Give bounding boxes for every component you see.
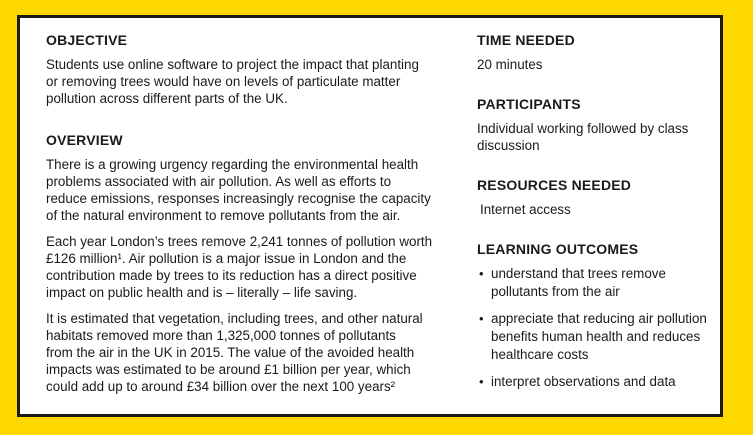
lesson-card [17,15,723,417]
learning-outcome-item: • understand that trees remove pollutants from the air [477,265,717,301]
learning-outcome-item: • interpret observations and data [477,373,717,391]
objective-text: Students use online software to project the impact that planting or removing trees would have on levels of particulate matter pollution across different parts of the UK. [46,57,419,106]
left-column [46,32,436,404]
time-needed-text: 20 minutes [477,57,543,72]
time-needed-heading: TIME NEEDED [477,32,575,48]
participants-heading: PARTICIPANTS [477,96,581,112]
overview-paragraph-2: Each year London’s trees remove 2,241 tonnes of pollution worth £126 million¹. Air pollution is a major issue in London and the contribution made by trees to its reduction has a direct positive impact on public health and is – literally – life saving. [46,234,433,300]
resources-text: Internet access [480,202,571,217]
participants-text: Individual working followed by class discussion [477,121,689,153]
objective-heading: OBJECTIVE [46,32,128,48]
learning-outcomes-list [477,265,717,391]
right-column [477,32,717,400]
learning-outcomes-heading: LEARNING OUTCOMES [477,241,639,257]
learning-outcome-item: • appreciate that reducing air pollution benefits human health and reduces healthcare costs [477,310,717,364]
overview-heading: OVERVIEW [46,132,123,148]
overview-paragraph-1: There is a growing urgency regarding the environmental health problems associated with air pollution. As well as efforts to reduce emissions, responses increasingly recognise the capacity of the natural environment to remove pollutants from the air. [46,157,431,223]
resources-heading: RESOURCES NEEDED [477,177,632,193]
overview-paragraph-3: It is estimated that vegetation, including trees, and other natural habitats removed more than 1,325,000 tonnes of pollutants from the air in the UK in 2015. The value of the avoided health impacts was estimated to be around £1 billion per year, which could add up to around £34 billion over the next 100 years² [46,311,423,394]
